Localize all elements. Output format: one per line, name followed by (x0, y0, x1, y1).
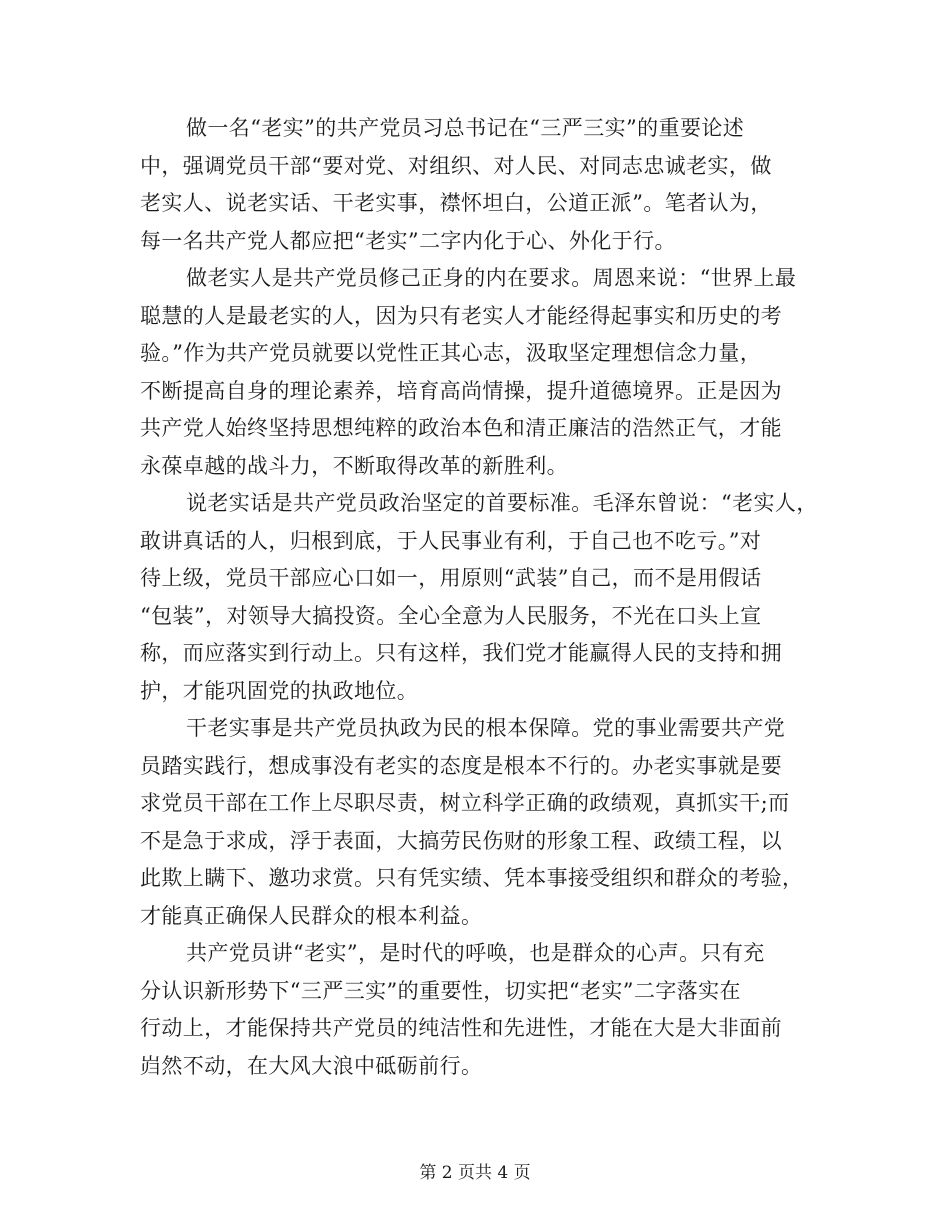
paragraph-line: “包装”，对领导大搞投资。全心全意为人民服务，不光在口头上宣 (140, 603, 762, 628)
paragraph-line: 待上级，党员干部应心口如一，用原则“武装”自己，而不是用假话 (140, 566, 762, 590)
paragraph-line: 共产党员讲“老实”，是时代的呼唤，也是群众的心声。只有充 (186, 941, 765, 965)
paragraph-line: 验。”作为共产党员就要以党性正其心志，汲取坚定理想信念力量， (140, 341, 762, 365)
paragraph-line: 员踏实践行，想成事没有老实的态度是根本不行的。办老实事就是要 (140, 753, 782, 778)
paragraph-line: 做一名“老实”的共产党员习总书记在“三严三实”的重要论述 (186, 116, 745, 140)
paragraph-line: 永葆卓越的战斗力，不断取得改革的新胜利。 (140, 453, 568, 478)
paragraph-line: 行动上，才能保持共产党员的纯洁性和先进性，才能在大是大非面前 (140, 1016, 782, 1040)
paragraph-line: 中，强调党员干部“要对党、对组织、对人民、对同志忠诚老实，做 (140, 153, 772, 178)
paragraph-line: 干老实事是共产党员执政为民的根本保障。党的事业需要共产党 (186, 716, 786, 740)
paragraph-line: 才能真正确保人民群众的根本利益。 (140, 903, 483, 928)
paragraph-line: 说老实话是共产党员政治坚定的首要标准。毛泽东曾说：“老实人， (186, 491, 818, 515)
paragraph-line: 不断提高自身的理论素养，培育高尚情操，提升道德境界。正是因为 (140, 378, 782, 403)
paragraph-line: 老实人、说老实话、干老实事，襟怀坦白，公道正派”。笔者认为， (140, 191, 772, 215)
paragraph-line: 岿然不动，在大风大浪中砥砺前行。 (140, 1053, 483, 1078)
paragraph-line: 做老实人是共产党员修己正身的内在要求。周恩来说：“世界上最 (186, 266, 797, 290)
paragraph-line: 不是急于求成，浮于表面，大搞劳民伤财的形象工程、政绩工程，以 (140, 828, 782, 853)
document-body (140, 110, 820, 1085)
paragraph-line: 分认识新形势下“三严三实”的重要性，切实把“老实”二字落实在 (140, 978, 741, 1003)
paragraph-line: 求党员干部在工作上尽职尽责，树立科学正确的政绩观，真抓实干;而 (140, 791, 790, 815)
paragraph-line: 聪慧的人是最老实的人，因为只有老实人才能经得起事实和历史的考 (140, 303, 782, 328)
paragraph-line: 共产党人始终坚持思想纯粹的政治本色和清正廉洁的浩然正气，才能 (140, 416, 782, 440)
paragraph-line: 每一名共产党人都应把“老实”二字内化于心、外化于行。 (140, 228, 676, 253)
paragraph-line: 护，才能巩固党的执政地位。 (140, 678, 419, 703)
page-number-footer: 第 2 页共 4 页 (419, 1163, 531, 1183)
paragraph-line: 此欺上瞒下、邀功求赏。只有凭实绩、凭本事接受组织和群众的考验， (140, 866, 804, 890)
paragraph-line: 称，而应落实到行动上。只有这样，我们党才能赢得人民的支持和拥 (140, 641, 782, 665)
paragraph-line: 敢讲真话的人，归根到底，于人民事业有利，于自己也不吃亏。”对 (140, 528, 762, 553)
